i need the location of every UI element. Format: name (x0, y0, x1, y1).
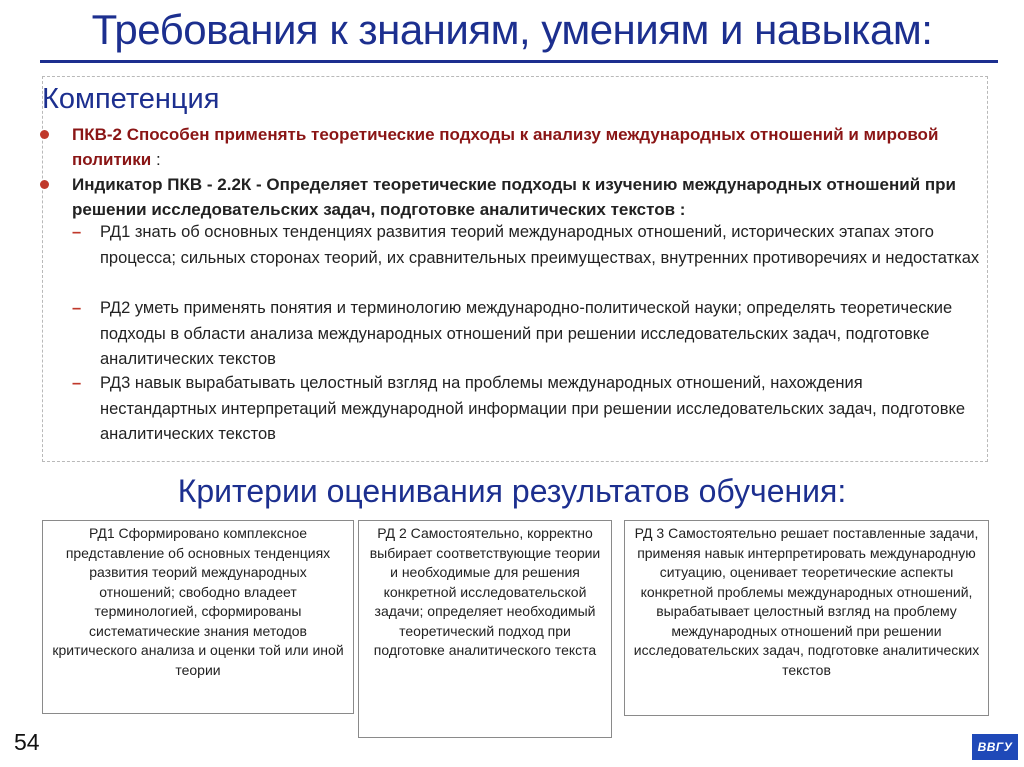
criteria-box-rd3: РД 3 Самостоятельно решает поставленные задачи, применяя навык интерпретировать международную ситуацию, оценивает теоретические аспекты конкретной проблемы международных отношений, вырабатывает целостный взгляд на проблему международных отношений при решении исследовательских задач, подготовке аналитических текстов (624, 520, 989, 716)
competence-bullet-indicator: Индикатор ПКВ - 2.2К - Определяет теоретические подходы к изучению международных отношений при решении исследовательских задач, подготовке аналитических текстов : (72, 175, 956, 219)
criteria-heading: Критерии оценивания результатов обучения: (177, 473, 847, 509)
sub-dash-2: – (72, 299, 82, 317)
page-number: 54 (14, 729, 40, 755)
university-logo: ВВГУ (972, 734, 1018, 760)
title-underline (40, 60, 998, 63)
sub-dash-1: – (72, 223, 82, 241)
bullet-dot-2 (40, 180, 49, 189)
criteria-box-rd2: РД 2 Самостоятельно, корректно выбирает соответствующие теории и необходимые для решения конкретной исследовательской задачи; определяет необходимый теоретический подход при подготовке аналитического текста (358, 520, 612, 738)
sub-dash-3: – (72, 374, 82, 392)
pkv2-text: ПКВ-2 Способен применять теоретические подходы к анализу международных отношений и мировой политики (72, 125, 939, 169)
sub-item-rd1: РД1 знать об основных тенденциях развития теорий международных отношений, исторических этапах этого процесса; сильных сторонах теорий, их сравнительных преимуществах, внутренних противоречиях и недостатках (100, 223, 980, 267)
competence-heading: Компетенция (42, 83, 220, 115)
page-title: Требования к знаниям, умениям и навыкам: (91, 6, 933, 53)
competence-bullet-pkv2 (72, 122, 987, 172)
sub-item-rd2: РД2 уметь применять понятия и терминологию международно-политической науки; определять теоретические подходы в области анализа международных отношений при решении исследовательских задач, подготовке аналитических текстов (100, 299, 953, 368)
sub-item-rd3: РД3 навык вырабатывать целостный взгляд на проблемы международных отношений, нахождения нестандартных интерпретаций международной информации при решении исследовательских задач, подготовке аналитических текстов (100, 374, 966, 443)
pkv2-tail: : (151, 150, 161, 169)
criteria-box-rd1: РД1 Сформировано комплексное представление об основных тенденциях развития теорий международных отношений; свободно владеет терминологией, сформированы систематические знания методов критического анализа и оценки той или иной теории (42, 520, 354, 714)
bullet-dot-1 (40, 130, 49, 139)
